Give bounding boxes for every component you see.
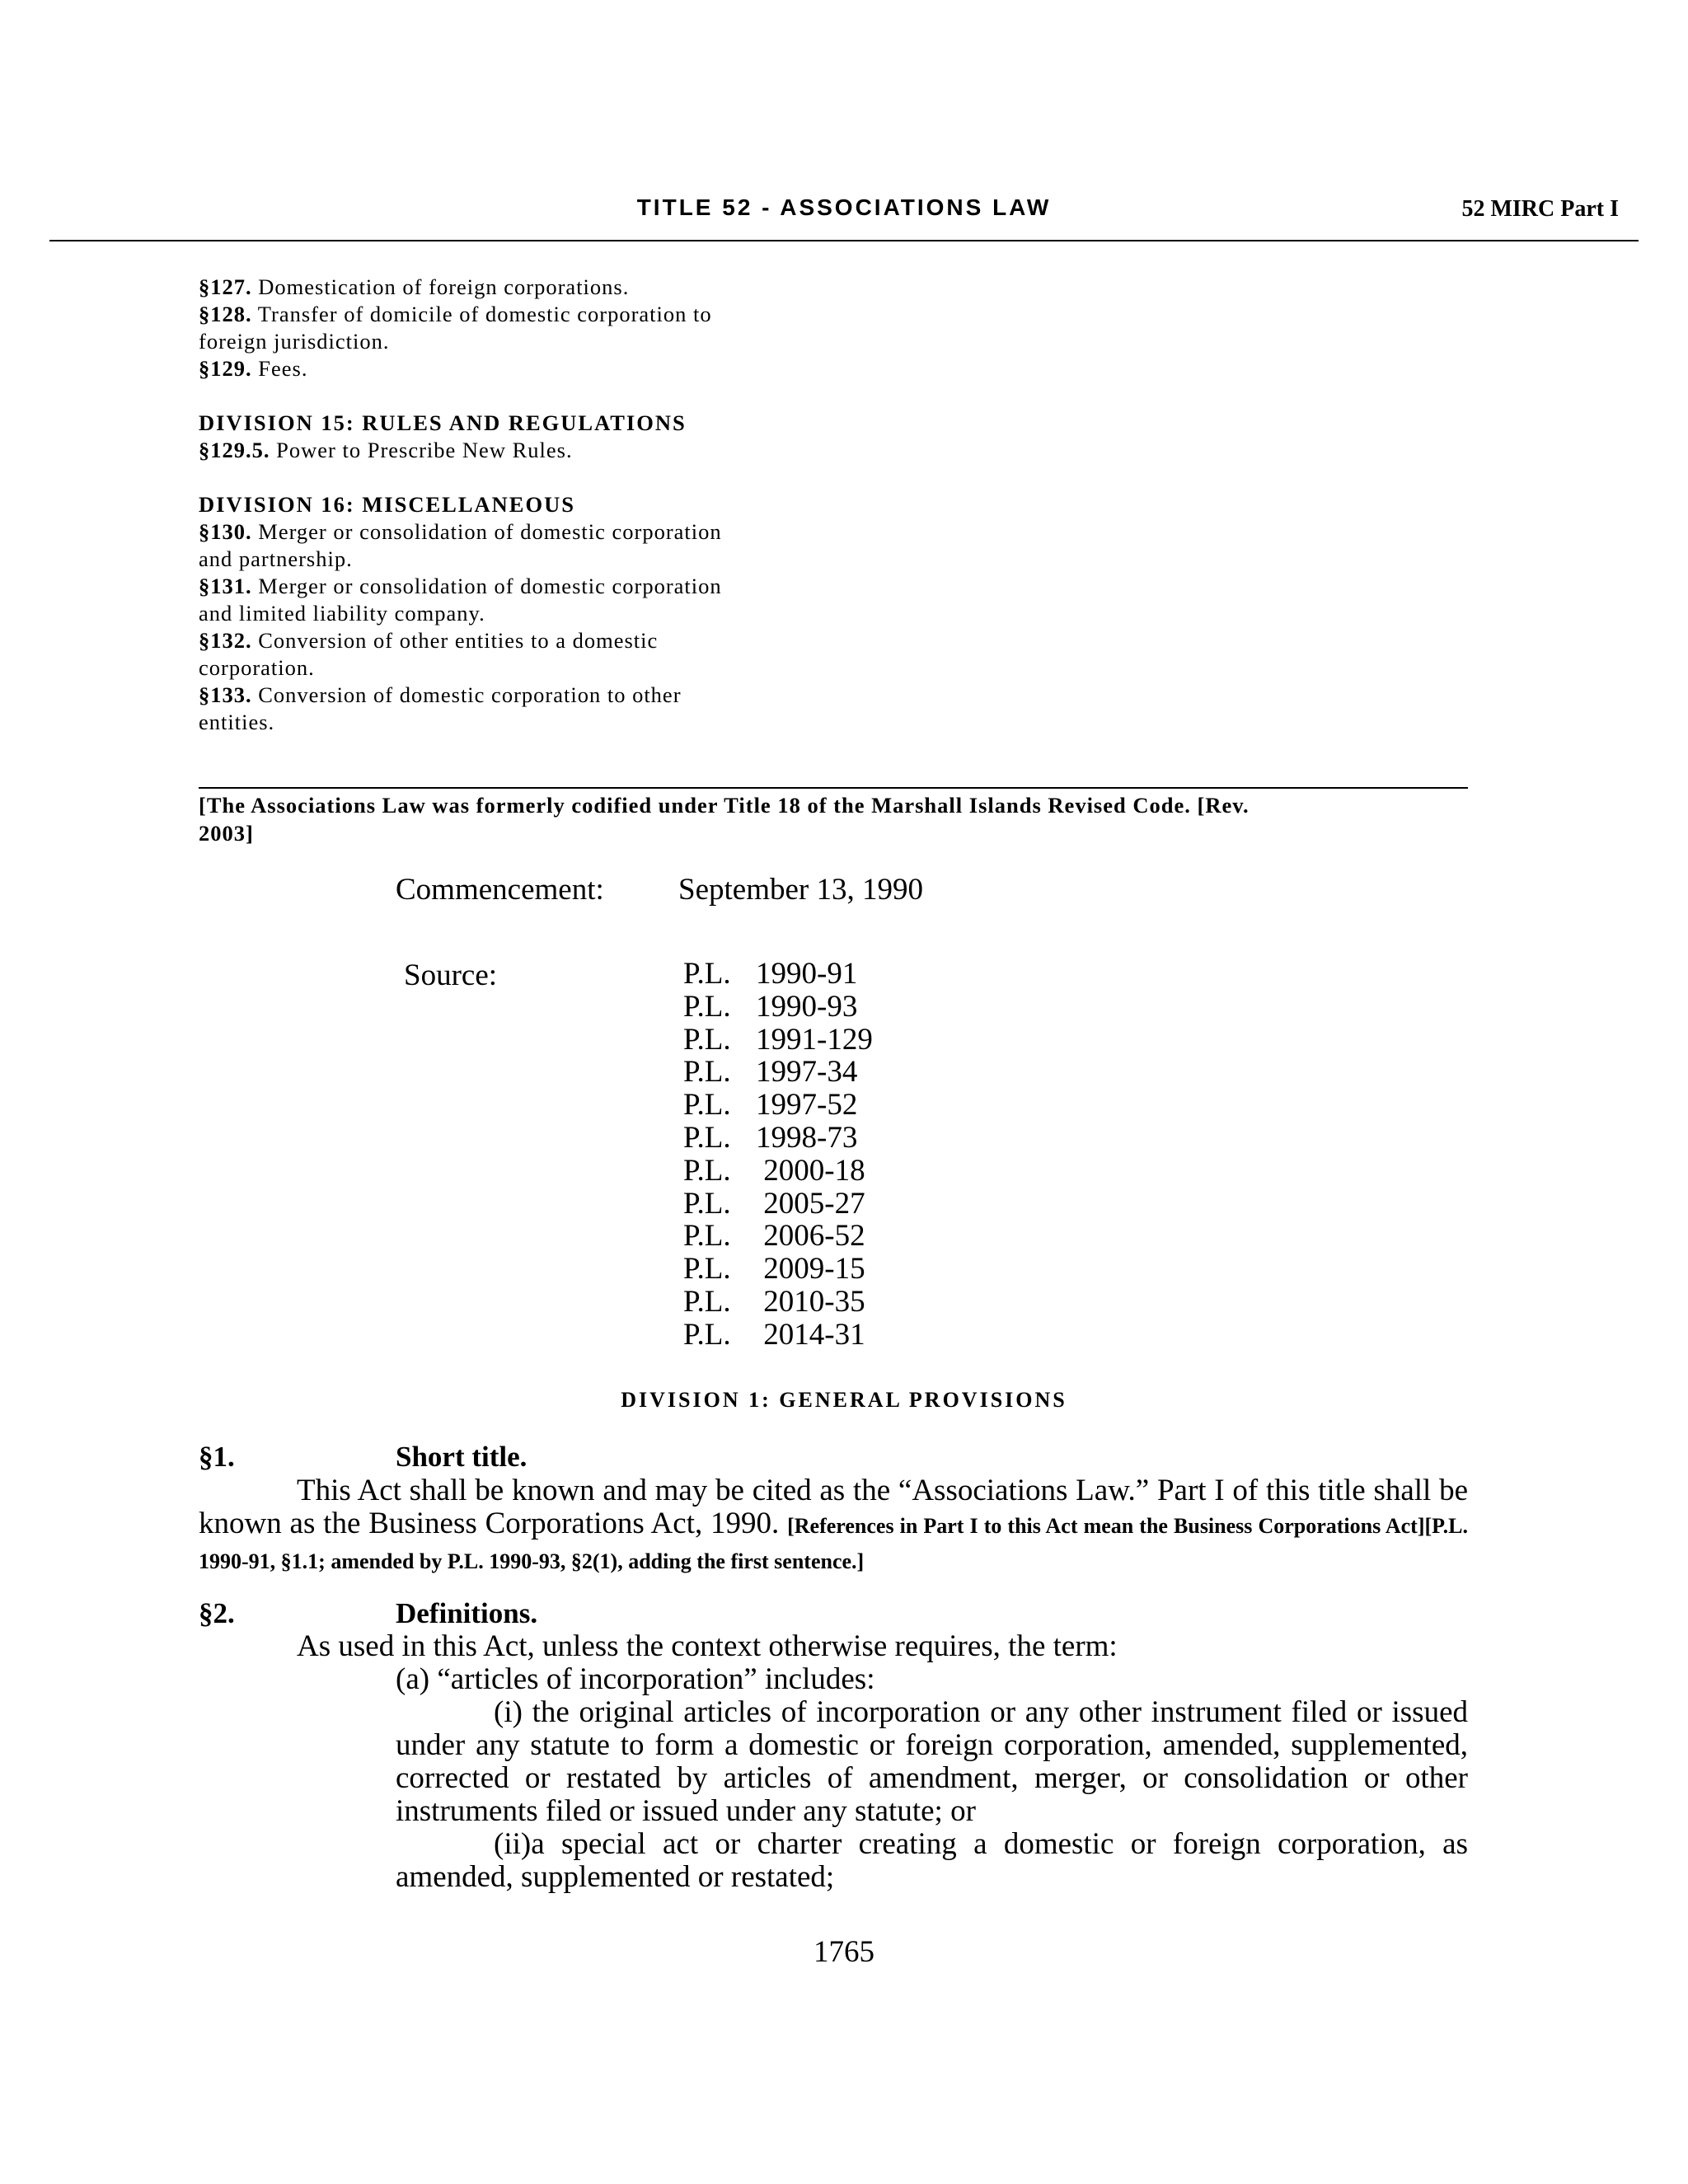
toc-section-number: §133. [199,682,252,707]
source-law-item [683,1220,873,1253]
toc-entry-132-cont: corporation. [199,655,315,680]
toc-section-title: Merger or consolidation of domestic corporation [251,519,722,544]
source-law-item [683,1024,873,1057]
source-law-item [683,958,873,991]
source-law-prefix: P.L. [683,1252,731,1286]
editor-note-line-2: 2003] [199,821,254,846]
source-law-item [683,1188,873,1221]
toc-section-title: Fees. [251,356,308,381]
running-header-title: TITLE 52 - ASSOCIATIONS LAW [636,194,1052,220]
source-law-number: 1998-73 [756,1120,858,1155]
toc-entry-128-cont: foreign jurisdiction. [199,329,390,354]
separator-rule [199,787,1468,789]
toc-division-15: DIVISION 15: RULES AND REGULATIONS [199,410,687,435]
section-1-history-note: [References in Part I to this Act mean the Business Corporations Act][P.L. 1990-91, §1.1; amended by P.L. 1990-93, §2(1), adding the first sentence.] [199,1514,1468,1573]
toc-entry-131 [199,573,825,600]
toc-section-number: §129. [199,356,252,381]
source-law-item [683,1056,873,1089]
source-law-number: 1991-129 [756,1022,873,1057]
source-law-number: 2010-35 [756,1284,865,1319]
source-law-number: 2006-52 [756,1219,865,1254]
source-law-prefix: P.L. [683,989,731,1024]
definition-a: (a) “articles of incorporation” includes: [396,1662,875,1696]
source-law-number: 1997-52 [756,1088,858,1122]
toc-entry-133 [199,682,825,709]
source-law-list [683,958,873,1352]
editor-note-line-1: [The Associations Law was formerly codified under Title 18 of the Marshall Islands Revised Code. [Rev. [199,793,1250,818]
toc-entry-131-cont: and limited liability company. [199,601,485,626]
toc-entry-129-5 [199,437,825,464]
toc-section-number: §127. [199,274,252,299]
source-law-item [683,1122,873,1155]
section-2-number: §2. [199,1597,235,1629]
source-law-prefix: P.L. [683,1284,731,1319]
toc-section-number: §132. [199,628,252,653]
source-law-prefix: P.L. [683,957,731,991]
toc-section-number: §131. [199,574,252,598]
source-law-item [683,1319,873,1352]
source-law-number: 2000-18 [756,1153,865,1188]
header-rule [49,240,1639,241]
source-law-prefix: P.L. [683,1055,731,1090]
toc-section-title: Domestication of foreign corporations. [251,274,630,299]
source-law-item [683,1089,873,1122]
source-law-number: 2014-31 [756,1317,865,1352]
toc-section-title: Power to Prescribe New Rules. [270,438,573,462]
commencement-date: September 13, 1990 [678,873,923,907]
source-law-item [683,991,873,1024]
source-law-prefix: P.L. [683,1317,731,1352]
toc-section-title: Conversion of domestic corporation to other [251,682,682,707]
definition-a-ii: (ii)a special act or charter creating a domestic or foreign corporation, as amended, supplemented or restated; [396,1827,1468,1894]
source-label: Source: [404,958,498,992]
source-law-prefix: P.L. [683,1120,731,1155]
toc-section-title: Merger or consolidation of domestic corporation [251,574,722,598]
source-law-prefix: P.L. [683,1219,731,1254]
toc-entry-130 [199,518,825,546]
section-1-text: This Act shall be known and may be cited as the “Associations Law.” Part I of this title shall be known as the Business Corporations Act, 1990. [199,1474,1468,1540]
source-law-number: 1997-34 [756,1055,858,1090]
source-law-item [683,1286,873,1319]
source-law-prefix: P.L. [683,1088,731,1122]
source-law-prefix: P.L. [683,1022,731,1057]
toc-division-16: DIVISION 16: MISCELLANEOUS [199,492,575,517]
division-1-heading: DIVISION 1: GENERAL PROVISIONS [621,1388,1067,1412]
toc-entry-127 [199,274,825,301]
section-2-intro: As used in this Act, unless the context otherwise requires, the term: [297,1629,1118,1663]
source-law-number: 2005-27 [756,1186,865,1221]
source-law-item [683,1155,873,1188]
section-1-number: §1. [199,1441,235,1473]
section-2-heading: Definitions. [396,1597,538,1629]
toc-section-number: §128. [199,302,252,326]
source-law-number: 1990-93 [756,989,858,1024]
toc-entry-129 [199,355,825,382]
section-1-body [199,1474,1468,1578]
source-law-prefix: P.L. [683,1153,731,1188]
definition-a-i: (i) the original articles of incorporation or any other instrument filed or issued under any statute to form a domestic or foreign corporation, amended, supplemented, corrected or restated by articles of amendment, merger, or consolidation or other instruments filed or issued under any statute; or [396,1695,1468,1828]
toc-section-number: §130. [199,519,252,544]
toc-entry-130-cont: and partnership. [199,546,353,571]
toc-section-title: Transfer of domicile of domestic corporation to [251,302,712,326]
page-number: 1765 [814,1935,874,1969]
commencement-label: Commencement: [396,873,604,907]
section-1-heading: Short title. [396,1441,528,1473]
source-law-item [683,1253,873,1286]
source-law-number: 2009-15 [756,1252,865,1286]
toc-entry-128 [199,301,825,328]
source-law-prefix: P.L. [683,1186,731,1221]
toc-section-number: §129.5. [199,438,270,462]
table-of-contents [199,274,825,736]
editor-note [199,791,1451,847]
toc-section-title: Conversion of other entities to a domestic [251,628,659,653]
toc-entry-132 [199,627,825,654]
toc-entry-133-cont: entities. [199,710,275,734]
running-header-reference: 52 MIRC Part I [1461,196,1619,222]
source-law-number: 1990-91 [756,957,858,991]
